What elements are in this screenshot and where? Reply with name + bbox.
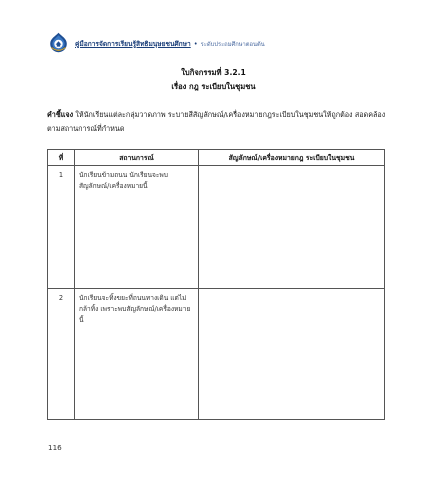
header-bullet: • <box>193 39 198 48</box>
instructions <box>47 108 387 136</box>
handbook-level: ระดับประถมศึกษาตอนต้น <box>200 41 265 48</box>
column-header-symbol: สัญลักษณ์/เครื่องหมายกฎ ระเบียบในชุมชน <box>199 150 385 166</box>
activity-title-block <box>0 66 427 94</box>
page-header <box>48 31 388 53</box>
table-row <box>48 289 385 420</box>
table-row <box>48 166 385 289</box>
handbook-title: คู่มือการจัดการเรียนรู้สิทธิมนุษยชนศึกษา <box>75 39 191 48</box>
instructions-label: คำชี้แจง <box>47 110 74 119</box>
header-text <box>75 38 265 49</box>
situation-text: นักเรียนจะทิ้งขยะที่ถนนทางเดิน แต่ไม่กล้าทิ้ง เพราะพบสัญลักษณ์/เครื่องหมายนี้ <box>75 289 199 420</box>
activity-table <box>47 149 385 420</box>
row-number: 2 <box>48 289 75 420</box>
symbol-drawing-area[interactable] <box>199 166 385 289</box>
row-number: 1 <box>48 166 75 289</box>
column-header-situation: สถานการณ์ <box>75 150 199 166</box>
page-number: 116 <box>48 443 62 452</box>
situation-text: นักเรียนข้ามถนน นักเรียนจะพบสัญลักษณ์/เครื่องหมายนี้ <box>75 166 199 289</box>
table-header-row <box>48 150 385 166</box>
instructions-text: ให้นักเรียนแต่ละกลุ่มวาดภาพ ระบายสีสัญลักษณ์/เครื่องหมายกฎระเบียบในชุมชนให้ถูกต้อง สอดคล้องตามสถานการณ์ที่กำหนด <box>47 110 386 133</box>
emblem-logo-icon <box>48 32 69 53</box>
symbol-drawing-area[interactable] <box>199 289 385 420</box>
activity-sheet-number: ใบกิจกรรมที่ 3.2.1 <box>181 68 246 77</box>
column-header-number: ที่ <box>48 150 75 166</box>
activity-topic: เรื่อง กฎ ระเบียบในชุมชน <box>171 82 256 91</box>
